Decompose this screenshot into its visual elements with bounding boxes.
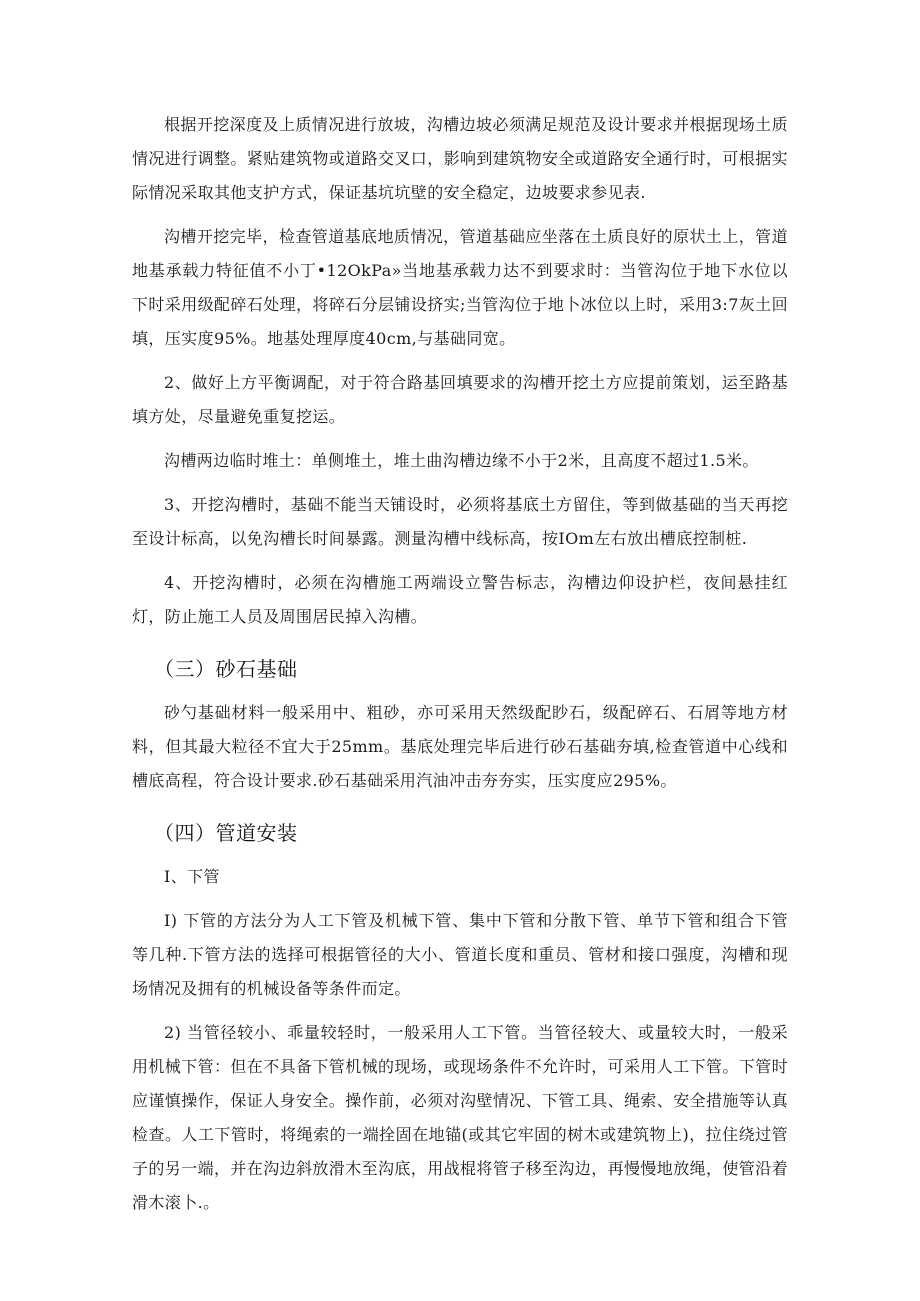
paragraph-lowering-methods: I) 下管的方法分为人工下管及机械下管、集中下管和分散下管、单节下管和组合下管等几种.下管方法的选择可根据管径的大小、管道长度和重员、管材和接口强度，沟槽和现场情况及拥有的机械设备等条件而定。 xyxy=(132,911,788,998)
document-body xyxy=(132,108,788,1230)
paragraph-warning-signs: 4、开挖沟槽时，必须在沟槽施工两端设立警告标志，沟槽边仰设护栏，夜间悬挂红灯，防止施工人员及周围居民掉入沟槽。 xyxy=(132,573,788,626)
paragraph-foundation-inspection: 沟槽开挖完毕，检查管道基底地质情况，管道基础应坐落在土质良好的原状土上，管道地基承载力特征值不小丁•12OkPa»当地基承载力达不到要求时：当管沟位于地下水位以下时采用级配碎石处理，将碎石分层铺设挤实;当管沟位于地卜冰位以上时，采用3:7灰土回填，压实度95%。地基处理厚度40cm,与基础同宽。 xyxy=(132,227,788,348)
section-heading-pipe-installation: （四）管道安装 xyxy=(154,821,298,845)
paragraph-slope-requirements: 根据开挖深度及上质情况进行放坡，沟槽边坡必须满足规范及设计要求并根据现场土质情况进行调整。紧贴建筑物或道路交叉口，影响到建筑物安全或道路安全通行时，可根据实际情况采取其他支护方式，保证基坑坑壁的安全稳定，边坡要求参见表. xyxy=(132,115,789,202)
paragraph-trench-excavation: 3、开挖沟槽时，基础不能当天铺设时，必须将基底土方留住，等到做基础的当天再挖至设计标高，以免沟槽长时间暴露。测量沟槽中线标高，按IOm左右放出槽底控制桩. xyxy=(132,495,788,548)
paragraph-manual-lowering: 2) 当管径较小、乖量较轻时，一般采用人工下管。当管径较大、或量较大时，一般采用机械下管：但在不具备下管机械的现场，或现场条件不允许时，可采用人工下管。下管时应谨慎操作，保证人身安全。操作前，必须对沟壁情况、下管工具、绳索、安全措施等认真检查。人工下管时，将绳索的一端拴固在地锚(或其它牢固的树木或建筑物上)，拉住绕过管子的另一端，并在沟边斜放滑木至沟底，用战棍将管子移至沟边，再慢慢地放绳，使管沿着滑木滚卜.。 xyxy=(132,1023,789,1212)
paragraph-lowering-pipe-title: I、下管 xyxy=(164,867,220,886)
section-heading-sand-gravel-base: （三）砂石基础 xyxy=(154,657,298,681)
paragraph-earthwork-balance: 2、做好上方平衡调配，对于符合路基回填要求的沟槽开挖土方应提前策划，运至路基填方处，尽量避免重复挖运。 xyxy=(132,373,788,426)
paragraph-sand-gravel-base: 砂勺基础材料一般采用中、粗砂，亦可采用天然级配眇石，级配碎石、石屑等地方材料，但其最大粒径不宜大于25mm。基底处理完毕后进行砂石基础夯填,检查管道中心线和槽底高程，符合设计要求.砂石基础采用汽油冲击夯夯实，压实度应295%。 xyxy=(132,703,788,790)
paragraph-temporary-spoil: 沟槽两边临时堆土：单侧堆土，堆土曲沟槽边缘不小于2米，且高度不超过1.5米。 xyxy=(164,451,759,470)
